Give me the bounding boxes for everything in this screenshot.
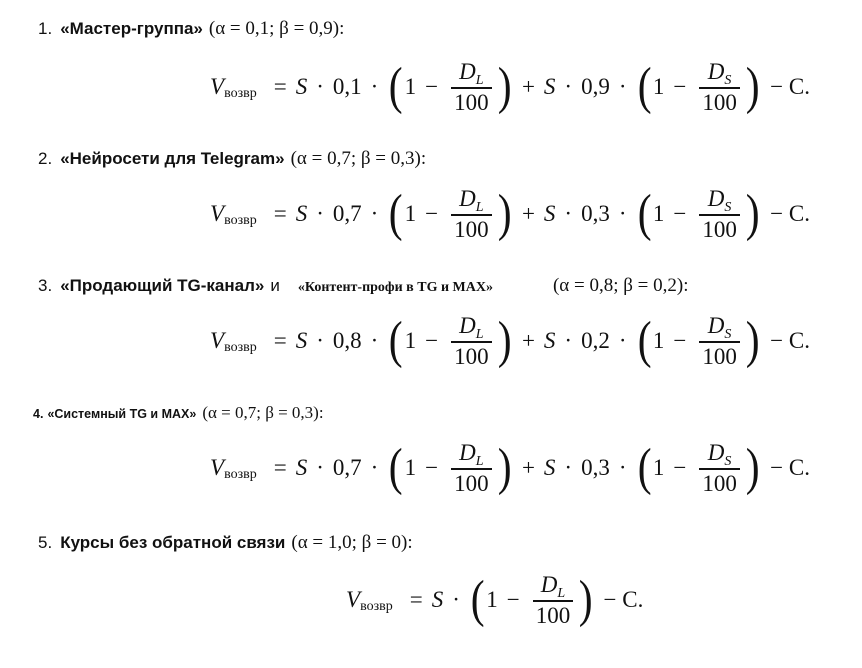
- paren-right-icon: ): [497, 185, 512, 243]
- eq-sign: =: [273, 328, 287, 354]
- one: 1: [652, 328, 665, 354]
- s-var: S: [295, 455, 308, 481]
- dot-op: ·: [564, 201, 573, 227]
- item-number: 5.: [38, 533, 53, 552]
- minus-op: −: [425, 455, 439, 481]
- dot-op: ·: [564, 74, 573, 100]
- one: 1: [652, 201, 665, 227]
- s-var: S: [431, 587, 444, 613]
- one: 1: [404, 201, 417, 227]
- coef-alpha: 0,8: [332, 328, 362, 354]
- paren-left-icon: (: [470, 571, 485, 629]
- paren-left-icon: (: [637, 185, 652, 243]
- item-number: 2.: [38, 149, 53, 168]
- paren-right-icon: ): [745, 439, 760, 497]
- one: 1: [404, 455, 417, 481]
- item-1-heading: [38, 18, 344, 40]
- paren-right-icon: ): [497, 312, 512, 370]
- formula-lhs: V: [210, 328, 225, 354]
- fraction-dl: $\frac{D_L}{100}$: [451, 441, 492, 496]
- dot-op: ·: [618, 328, 627, 354]
- dot-op: ·: [316, 201, 324, 227]
- paren-left-icon: (: [637, 439, 652, 497]
- plus-op: +: [521, 74, 535, 100]
- coef-alpha: 0,7: [332, 201, 362, 227]
- item-title: «Нейросети для Telegram»: [60, 149, 285, 168]
- coef-beta: 0,3: [581, 455, 610, 481]
- formula-3: [210, 314, 819, 369]
- item-number: 3.: [38, 276, 53, 295]
- coef-beta: 0,3: [581, 201, 610, 227]
- paren-left-icon: (: [389, 185, 403, 243]
- item-number: 4.: [33, 407, 44, 421]
- item-2-heading: [38, 148, 426, 170]
- dot-op: ·: [370, 201, 379, 227]
- dot-op: ·: [370, 74, 379, 100]
- dot-op: ·: [452, 587, 460, 613]
- paren-left-icon: (: [637, 58, 652, 116]
- dot-op: ·: [618, 74, 627, 100]
- formula-sub: возвр: [224, 340, 257, 356]
- one: 1: [404, 74, 417, 100]
- formula-lhs: V: [210, 74, 225, 100]
- formula-1: [210, 60, 819, 115]
- coef-alpha: 0,1: [332, 74, 362, 100]
- plus-op: +: [521, 328, 535, 354]
- item-5-heading: [38, 532, 413, 554]
- item-title: «Мастер-группа»: [60, 19, 203, 38]
- paren-left-icon: (: [389, 439, 403, 497]
- item-title: Курсы без обратной связи: [60, 533, 286, 552]
- s-var: S: [295, 74, 308, 100]
- formula-2: [210, 187, 819, 242]
- eq-sign: =: [409, 587, 423, 613]
- plus-op: +: [521, 455, 535, 481]
- fraction-ds: $\frac{D_S}{100}$: [699, 187, 740, 242]
- paren-right-icon: ): [745, 185, 760, 243]
- item-title: «Системный TG и MAX»: [47, 407, 197, 421]
- coef-beta: 0,2: [581, 328, 610, 354]
- fraction-dl: $\frac{D_L}{100}$: [533, 573, 574, 628]
- paren-right-icon: ): [745, 58, 760, 116]
- paren-right-icon: ): [497, 58, 512, 116]
- fraction-dl: $\frac{D_L}{100}$: [451, 187, 492, 242]
- fraction-dl: $\frac{D_L}{100}$: [451, 314, 492, 369]
- one: 1: [652, 74, 665, 100]
- item-params: (α = 0,7; β = 0,3):: [202, 403, 324, 422]
- fraction-dl: $\frac{D_L}{100}$: [451, 60, 492, 115]
- one: 1: [652, 455, 665, 481]
- formula-sub: возвр: [224, 213, 257, 229]
- dot-op: ·: [316, 328, 324, 354]
- s-var: S: [543, 201, 556, 227]
- formula-sub: возвр: [224, 86, 257, 102]
- paren-right-icon: ): [578, 571, 593, 629]
- formula-lhs: V: [346, 587, 361, 613]
- item-4-heading: [33, 403, 324, 423]
- minus-op: −: [425, 328, 439, 354]
- s-var: S: [295, 328, 308, 354]
- eq-sign: =: [273, 455, 287, 481]
- item-conj: и: [270, 276, 280, 295]
- formula-sub: возвр: [224, 467, 257, 483]
- dot-op: ·: [316, 455, 324, 481]
- formula-tail: − C.: [770, 201, 810, 227]
- minus-op: −: [506, 587, 520, 613]
- dot-op: ·: [618, 201, 627, 227]
- formula-4: [210, 441, 819, 496]
- minus-op: −: [673, 201, 687, 227]
- dot-op: ·: [316, 74, 324, 100]
- one: 1: [486, 587, 498, 613]
- s-var: S: [543, 328, 556, 354]
- item-alt-title: «Контент-профи в TG и MAX»: [297, 280, 493, 295]
- fraction-ds: $\frac{D_S}{100}$: [699, 314, 740, 369]
- minus-op: −: [673, 74, 687, 100]
- plus-op: +: [521, 201, 535, 227]
- s-var: S: [543, 455, 556, 481]
- formula-tail: − C.: [770, 328, 810, 354]
- item-number: 1.: [38, 19, 53, 38]
- dot-op: ·: [370, 455, 379, 481]
- item-params: (α = 0,7; β = 0,3):: [290, 148, 427, 169]
- formula-sub: возвр: [360, 599, 393, 615]
- paren-left-icon: (: [637, 312, 652, 370]
- coef-beta: 0,9: [581, 74, 610, 100]
- minus-op: −: [425, 201, 439, 227]
- paren-right-icon: ): [745, 312, 760, 370]
- formula-5: [346, 573, 652, 628]
- eq-sign: =: [273, 74, 287, 100]
- one: 1: [404, 328, 417, 354]
- coef-alpha: 0,7: [332, 455, 362, 481]
- paren-left-icon: (: [389, 58, 403, 116]
- item-title: «Продающий TG-канал»: [60, 276, 265, 295]
- minus-op: −: [673, 328, 687, 354]
- item-params: (α = 1,0; β = 0):: [291, 532, 413, 553]
- paren-left-icon: (: [389, 312, 403, 370]
- s-var: S: [543, 74, 556, 100]
- fraction-ds: $\frac{D_S}{100}$: [699, 60, 740, 115]
- formula-tail: − C.: [770, 74, 810, 100]
- dot-op: ·: [370, 328, 379, 354]
- paren-right-icon: ): [497, 439, 512, 497]
- item-3-heading: [38, 275, 689, 297]
- dot-op: ·: [564, 328, 573, 354]
- formula-lhs: V: [210, 201, 225, 227]
- formula-lhs: V: [210, 455, 225, 481]
- eq-sign: =: [273, 201, 287, 227]
- dot-op: ·: [618, 455, 627, 481]
- minus-op: −: [425, 74, 439, 100]
- formula-tail: − C.: [770, 455, 810, 481]
- s-var: S: [295, 201, 308, 227]
- minus-op: −: [673, 455, 687, 481]
- dot-op: ·: [564, 455, 573, 481]
- fraction-ds: $\frac{D_S}{100}$: [699, 441, 740, 496]
- item-params: (α = 0,1; β = 0,9):: [208, 18, 345, 39]
- formula-tail: − C.: [603, 587, 644, 613]
- item-params: (α = 0,8; β = 0,2):: [552, 275, 689, 296]
